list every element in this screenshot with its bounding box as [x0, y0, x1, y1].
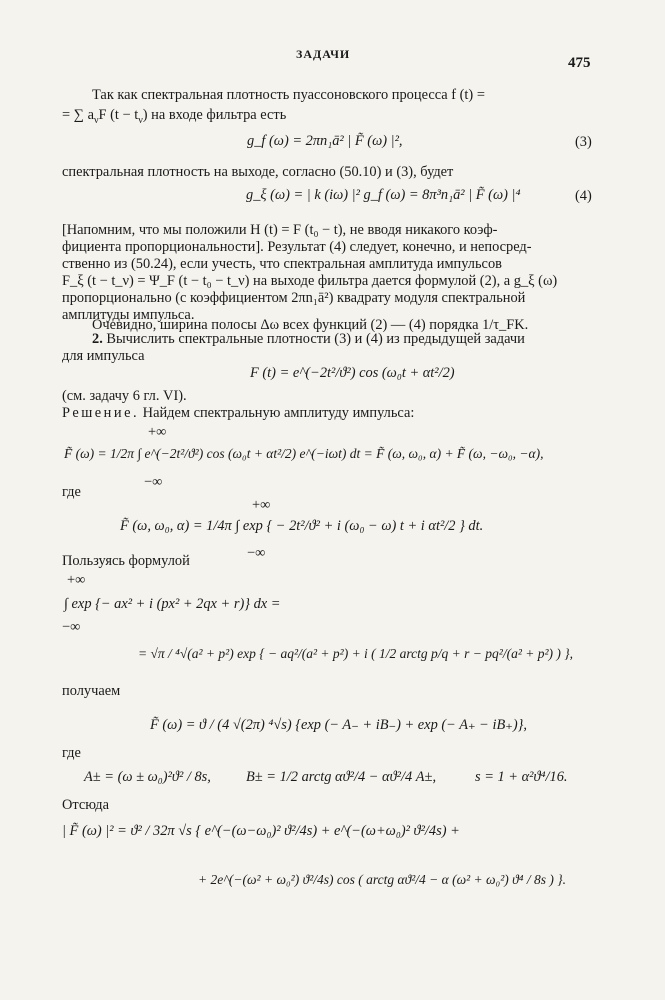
equation-param-b: B± = 1/2 arctg αϑ²/4 − αϑ²/4 A±,	[246, 769, 437, 785]
equation-pulse: F (t) = e^(−2t²/ϑ²) cos (ω₀t + αt²/2)	[250, 365, 455, 381]
para2-line1: спектральная плотность на выходе, согласно (50.10) и (3), будет	[62, 164, 454, 180]
task2-line2: для импульса	[62, 348, 145, 364]
para1-line2: = ∑ $a_\nu F$ $(t - t_\nu)$ на входе фильтра есть	[62, 107, 287, 126]
para1-line1: Так как спектральная плотность пуассоновского процесса f (t) =	[92, 87, 485, 103]
equation-result: F̃ (ω) = ϑ / (4 √(2π) ⁴√s) {exp (− A₋ + iB₋) + exp (− A₊ − iB₊)},	[150, 717, 528, 733]
solution-word: Решение.	[62, 405, 140, 421]
equation-final-1: | F̃ (ω) |² = ϑ² / 32π √s { e^(−(ω−ω₀)² ϑ²/4s) + e^(−(ω+ω₀)² ϑ²/4s) +	[62, 823, 460, 839]
equation-param-a: A± = (ω ± ω₀)²ϑ² / 8s,	[84, 769, 211, 785]
using-formula-line: Пользуясь формулой	[62, 553, 190, 569]
integral-limit-top: +∞	[148, 424, 167, 440]
equation-formula-2: = √π / ⁴√(a² + p²) exp { − aq²/(a² + p²) + i ( 1/2 arctg p/q + r − pq²/(a² + p²) ) },	[138, 646, 574, 661]
para3-line4: F_ξ (t − t_ν) = Ψ_F (t − t₀ − t_ν) на выходе фильтра дается формулой (2), а g_ξ (ω)	[62, 273, 558, 289]
integral-limit-bottom-2: −∞	[247, 545, 266, 561]
integral-limit-top-2: +∞	[252, 497, 271, 513]
equation-definition: F̃ (ω, ω₀, α) = 1/4π ∫ exp { − 2t²/ϑ² + i (ω₀ − ω) t + i αt²/2 } dt.	[120, 518, 484, 534]
task-number: 2.	[92, 331, 103, 347]
solution-line: Решение. Найдем спектральную амплитуду импульса:	[62, 405, 415, 421]
para3-line3: ственно из (50.24), если учесть, что спектральная амплитуда импульсов	[62, 256, 502, 272]
page-number: 475	[568, 55, 591, 71]
obtain-line: получаем	[62, 683, 121, 699]
para3-line2: фициента пропорциональности]. Результат (4) следует, конечно, и непосред-	[62, 239, 532, 255]
reference-line: (см. задачу 6 гл. VI).	[62, 388, 187, 404]
task2-line1: 2. Вычислить спектральные плотности (3) и (4) из предыдущей задачи	[92, 331, 525, 347]
equation-3: g_f (ω) = 2πn₁ā² | F̃ (ω) |²,	[247, 133, 403, 149]
where-label-1: где	[62, 484, 81, 500]
equation-amplitude: F̃ (ω) = 1/2π ∫ e^(−2t²/ϑ²) cos (ω₀t + αt²/2) e^(−iωt) dt = F̃ (ω, ω₀, α) + F̃ (ω, −ω₀, −α),	[64, 446, 544, 461]
equation-3-label: (3)	[575, 134, 592, 150]
equation-final-2: + 2e^(−(ω² + ω₀²) ϑ²/4s) cos ( arctg αϑ²/4 − α (ω² + ω₀²) ϑ⁴ / 8s ) }.	[198, 872, 567, 887]
running-header: ЗАДАЧИ	[296, 47, 351, 61]
para3-line5: пропорционально (с коэффициентом 2πn₁ā²) квадрату модуля спектральной	[62, 290, 526, 306]
hence-line: Отсюда	[62, 797, 109, 813]
where-label-2: где	[62, 745, 81, 761]
equation-4-label: (4)	[575, 188, 592, 204]
equation-4: g_ξ (ω) = | k (iω) |² g_f (ω) = 8π³n₁ā² | F̃ (ω) |⁴	[246, 187, 521, 203]
equation-formula-1: ∫ exp {− ax² + i (px² + 2qx + r)} dx =	[64, 596, 281, 612]
integral-limit-bottom: −∞	[144, 474, 163, 490]
equation-param-s: s = 1 + α²ϑ⁴/16.	[475, 769, 568, 785]
para4-line1: Очевидно, ширина полосы Δω всех функций (2) — (4) порядка 1/τ_FK.	[92, 317, 529, 333]
para3-line1: [Напомним, что мы положили H (t) = F (t₀ − t), не вводя никакого коэф-	[62, 222, 498, 238]
integral-limit-bottom-3: −∞	[62, 619, 81, 635]
integral-limit-top-3: +∞	[67, 572, 86, 588]
para3-line6: амплитуды импульса.	[62, 307, 195, 323]
